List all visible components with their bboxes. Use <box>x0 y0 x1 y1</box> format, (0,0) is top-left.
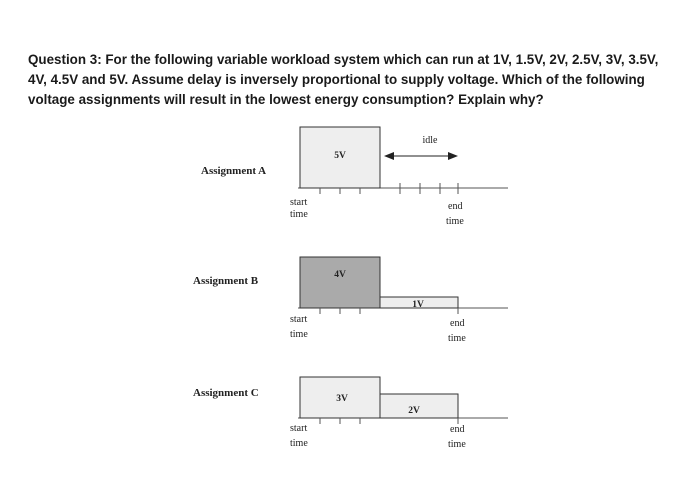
assignment-c-end-time-label: time <box>448 439 466 450</box>
assignment-b-label: Assignment B <box>193 275 259 287</box>
assignment-a <box>201 127 508 227</box>
assignment-a-box-5v-label: 5V <box>334 151 346 161</box>
assignment-c-end-label: end <box>450 424 465 435</box>
assignment-a-idle-label: idle <box>422 135 438 146</box>
assignment-a-label: Assignment A <box>201 165 267 177</box>
assignment-c-start-label: start <box>290 423 308 434</box>
assignment-a-start-time-label: time <box>290 209 308 220</box>
assignment-b-end-label: end <box>450 318 465 329</box>
assignment-c-ticks <box>320 418 458 424</box>
assignment-a-idle-arrow-right <box>448 152 458 160</box>
assignment-c-box-2v-label: 2V <box>408 406 420 416</box>
assignment-b-end-time-label: time <box>448 333 466 344</box>
assignment-a-end-label: end <box>448 201 463 212</box>
assignment-b <box>193 257 508 344</box>
assignment-b-ticks <box>320 308 458 314</box>
assignment-b-box-4v <box>300 257 380 308</box>
assignment-a-end-time-label: time <box>446 216 464 227</box>
assignment-c <box>193 377 508 450</box>
assignment-c-label: Assignment C <box>193 387 259 399</box>
assignment-a-idle-arrow-left <box>384 152 394 160</box>
assignment-b-start-label: start <box>290 314 308 325</box>
assignment-c-box-3v-label: 3V <box>336 394 348 404</box>
assignment-b-box-4v-label: 4V <box>334 270 346 280</box>
assignment-a-start-label: start <box>290 197 308 208</box>
assignment-c-start-time-label: time <box>290 438 308 449</box>
assignment-b-box-1v-label: 1V <box>412 300 424 310</box>
assignment-b-start-time-label: time <box>290 329 308 340</box>
question-text: Question 3: For the following variable workload system which can run at 1V, 1.5V, 2V, 2.5V, 3V, 3.5V, 4V, 4.5V and 5V. Assume delay is inversely proportional to supply voltage. Which of the following voltage assignments will result in the lowest energy consumption? Explain why? <box>28 52 659 107</box>
